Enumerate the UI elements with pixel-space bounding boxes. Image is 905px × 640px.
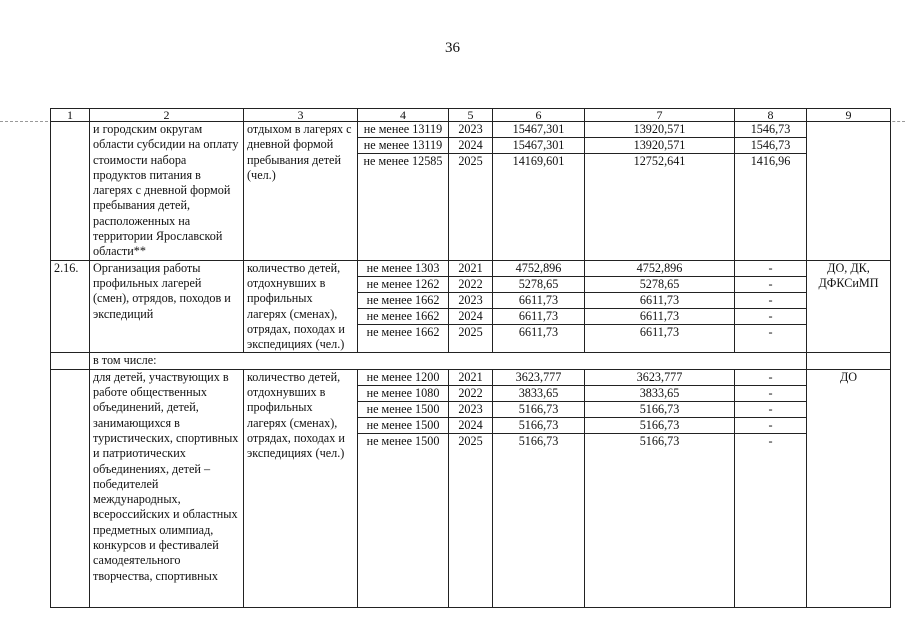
- regional-amount: 5278,65: [585, 276, 734, 292]
- federal-amounts: [735, 369, 807, 607]
- indicator: количество детей, отдохнувших в профильных лагерях (сменах), отрядах, походах и экспедициях (чел.): [244, 369, 358, 607]
- federal-amount: -: [735, 385, 806, 401]
- table-row: [51, 122, 891, 261]
- executor: [807, 122, 891, 261]
- target-value: не менее 13119: [363, 122, 443, 136]
- year: 2021: [458, 260, 483, 275]
- total-amount: 3623,777: [515, 369, 562, 384]
- total-amount: 14169,601: [493, 153, 584, 169]
- total-amount: 6611,73: [493, 308, 584, 324]
- total-amounts: [493, 260, 585, 353]
- col-header: 3: [244, 109, 358, 122]
- indicator: отдыхом в лагерях с дневной формой пребывания детей (чел.): [244, 122, 358, 261]
- regional-amount: 12752,641: [585, 153, 734, 169]
- target-values: [358, 122, 449, 261]
- row-number: [51, 369, 90, 607]
- year: 2024: [449, 417, 492, 433]
- activity-name: Организация работы профильных лагерей (смен), отрядов, походов и экспедиций: [90, 260, 244, 353]
- activity-name: и городским округам области субсидии на оплату стоимости набора продуктов питания в лагерях с дневной формой пребывания детей, расположенных на территории Ярославской области**: [90, 122, 244, 261]
- col-header: 2: [90, 109, 244, 122]
- regional-amount: 5166,73: [585, 417, 734, 433]
- col-header: 1: [51, 109, 90, 122]
- total-amount: 15467,301: [493, 137, 584, 153]
- year: 2025: [449, 153, 492, 169]
- year: 2022: [449, 385, 492, 401]
- federal-amount: -: [735, 433, 806, 449]
- federal-amount: -: [768, 260, 773, 275]
- regional-amount: 6611,73: [585, 292, 734, 308]
- target-value: не менее 1080: [358, 385, 448, 401]
- target-values: [358, 260, 449, 353]
- regional-amount: 3833,65: [585, 385, 734, 401]
- executor: ДО, ДК, ДФКСиМП: [807, 260, 891, 353]
- federal-amount: 1546,73: [735, 137, 806, 153]
- col-header: 4: [358, 109, 449, 122]
- target-value: не менее 13119: [358, 137, 448, 153]
- year: 2022: [449, 276, 492, 292]
- program-table: [50, 108, 891, 608]
- year: 2023: [449, 292, 492, 308]
- table-row: [51, 353, 891, 369]
- federal-amount: -: [735, 308, 806, 324]
- regional-amount: 3623,777: [636, 369, 683, 384]
- year: 2025: [449, 324, 492, 340]
- total-amount: 6611,73: [493, 292, 584, 308]
- target-value: не менее 1262: [358, 276, 448, 292]
- federal-amount: 1416,96: [735, 153, 806, 169]
- year: 2023: [449, 401, 492, 417]
- executor: ДО: [807, 369, 891, 607]
- total-amounts: [493, 369, 585, 607]
- left-edge-line: [0, 121, 48, 122]
- row-number: 2.16.: [51, 260, 90, 353]
- federal-amount: -: [768, 369, 773, 384]
- federal-amount: -: [735, 292, 806, 308]
- regional-amount: 13920,571: [633, 122, 686, 136]
- total-amount: 4752,896: [515, 260, 562, 275]
- table-row: [51, 260, 891, 353]
- year: 2023: [458, 122, 483, 136]
- target-value: не менее 1662: [358, 324, 448, 340]
- years: [449, 260, 493, 353]
- total-amounts: [493, 122, 585, 261]
- federal-amounts: [735, 122, 807, 261]
- header-row: [51, 109, 891, 122]
- federal-amount: -: [735, 417, 806, 433]
- col-header: 9: [807, 109, 891, 122]
- total-amount: 3833,65: [493, 385, 584, 401]
- col-header: 7: [585, 109, 735, 122]
- col-header: 5: [449, 109, 493, 122]
- year: 2024: [449, 137, 492, 153]
- total-amount: 5166,73: [493, 417, 584, 433]
- regional-amounts: [585, 260, 735, 353]
- target-value: не менее 1500: [358, 417, 448, 433]
- regional-amount: 4752,896: [636, 260, 683, 275]
- regional-amount: 13920,571: [585, 137, 734, 153]
- target-value: не менее 12585: [358, 153, 448, 169]
- regional-amount: 6611,73: [585, 308, 734, 324]
- target-values: [358, 369, 449, 607]
- target-value: не менее 1500: [358, 401, 448, 417]
- row-number: [51, 122, 90, 261]
- total-amount: 6611,73: [493, 324, 584, 340]
- target-value: не менее 1303: [366, 260, 440, 275]
- year: 2024: [449, 308, 492, 324]
- regional-amounts: [585, 369, 735, 607]
- years: [449, 369, 493, 607]
- regional-amount: 6611,73: [585, 324, 734, 340]
- target-value: не менее 1662: [358, 308, 448, 324]
- table-row: [51, 369, 891, 607]
- years: [449, 122, 493, 261]
- indicator: количество детей, отдохнувших в профильных лагерях (сменах), отрядах, походах и экспедициях (чел.): [244, 260, 358, 353]
- regional-amount: 5166,73: [585, 401, 734, 417]
- target-value: не менее 1500: [358, 433, 448, 449]
- federal-amount: -: [735, 401, 806, 417]
- total-amount: 5166,73: [493, 401, 584, 417]
- federal-amount: -: [735, 324, 806, 340]
- including-label: в том числе:: [90, 353, 807, 369]
- total-amount: 5166,73: [493, 433, 584, 449]
- federal-amount: 1546,73: [750, 122, 791, 136]
- activity-name: для детей, участвующих в работе общественных объединений, детей, занимающихся в туристических, спортивных и патриотических объединениях, детей – победителей международных, всероссийских и областных предметных олимпиад, конкурсов и фестивалей самодеятельного творчества, спортивных: [90, 369, 244, 607]
- federal-amounts: [735, 260, 807, 353]
- federal-amount: -: [735, 276, 806, 292]
- col-header: 8: [735, 109, 807, 122]
- target-value: не менее 1662: [358, 292, 448, 308]
- target-value: не менее 1200: [366, 369, 440, 384]
- year: 2021: [458, 369, 483, 384]
- total-amount: 5278,65: [493, 276, 584, 292]
- regional-amount: 5166,73: [585, 433, 734, 449]
- year: 2025: [449, 433, 492, 449]
- page-number: 36: [445, 40, 460, 56]
- total-amount: 15467,301: [512, 122, 565, 136]
- col-header: 6: [493, 109, 585, 122]
- regional-amounts: [585, 122, 735, 261]
